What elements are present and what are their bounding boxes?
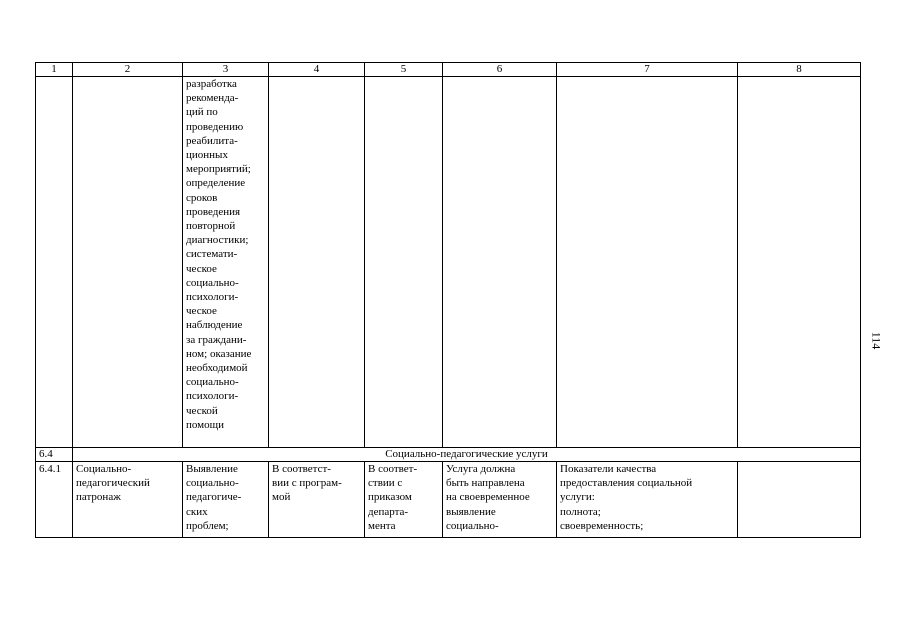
table-cell: [36, 77, 73, 448]
column-number: 2: [73, 63, 183, 77]
page-number: 114: [869, 331, 884, 350]
table-cell: [73, 77, 183, 448]
services-table: [35, 62, 861, 538]
table-row: [36, 77, 861, 448]
table-cell: [738, 462, 861, 538]
column-number: 3: [183, 63, 269, 77]
column-number: 8: [738, 63, 861, 77]
column-number: 1: [36, 63, 73, 77]
column-number: 7: [557, 63, 738, 77]
section-number: 6.4: [36, 448, 73, 462]
table-cell: 6.4.1: [36, 462, 73, 538]
table-cell: Социально- педагогический патронаж: [73, 462, 183, 538]
table-cell: В соответ- ствии с приказом департа- мента: [365, 462, 443, 538]
column-number: 5: [365, 63, 443, 77]
table-cell: [269, 77, 365, 448]
table-row: [36, 462, 861, 538]
table-cell: Показатели качества предоставления социальной услуги: полнота; своевременность;: [557, 462, 738, 538]
section-row: [36, 448, 861, 462]
table-cell: [443, 77, 557, 448]
column-number-row: [36, 63, 861, 77]
column-number: 4: [269, 63, 365, 77]
table-cell: [365, 77, 443, 448]
table-cell: В соответст- вии с програм- мой: [269, 462, 365, 538]
table-cell: [738, 77, 861, 448]
section-title: Социально-педагогические услуги: [73, 448, 861, 462]
column-number: 6: [443, 63, 557, 77]
table-cell: Услуга должна быть направлена на своевременное выявление социально-: [443, 462, 557, 538]
table-cell: разработка рекоменда- ций по проведению реабилита- ционных мероприятий; определение сроков проведения повторной диагностики; системати- ческое социально- психологи- ческое наблюдение за граждани- ном; оказание необходимой социально- психологи- ческой помощи: [183, 77, 269, 448]
table-cell: [557, 77, 738, 448]
table-cell: Выявление социально- педагогиче- ских проблем;: [183, 462, 269, 538]
